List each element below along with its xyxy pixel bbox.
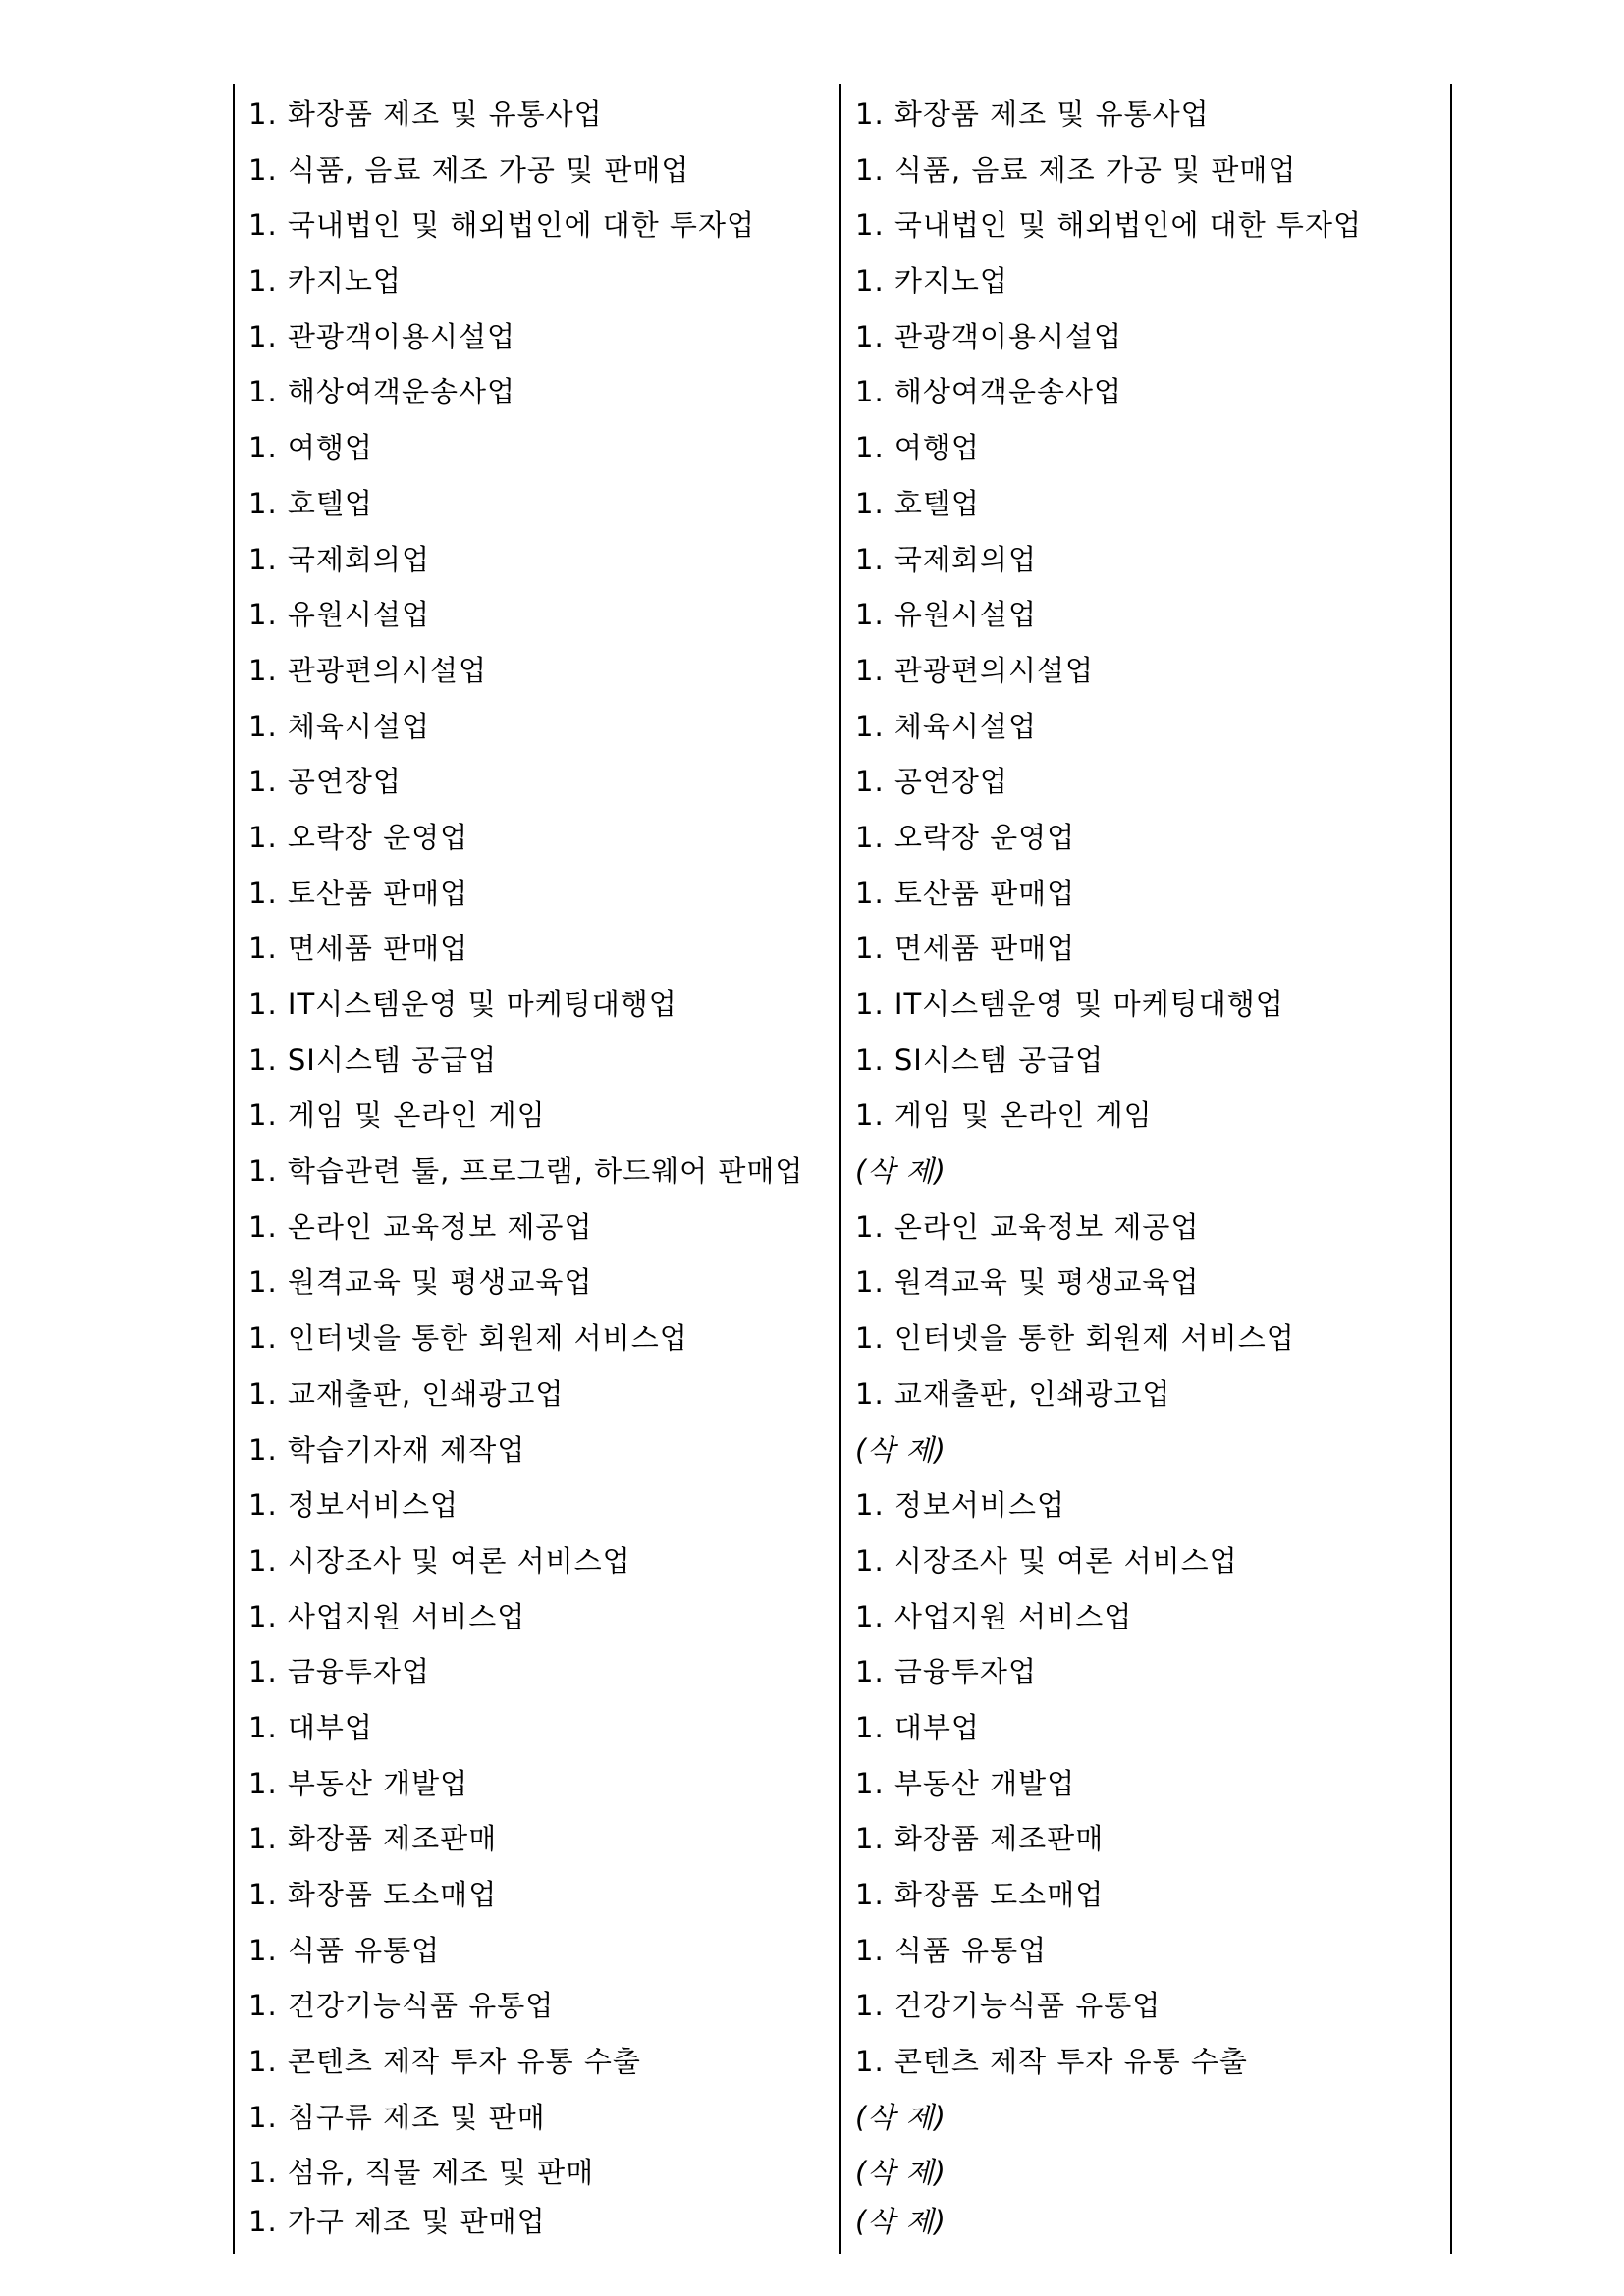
deleted-marker: (삭 제) [855,1432,947,1467]
business-item-after: 1. 면세품 판매업 [855,932,1076,966]
business-item-before: 1. 토산품 판매업 [248,876,469,910]
column-divider [839,84,841,2254]
business-item-after: 1. 해상여객운송사업 [855,375,1122,409]
business-item-before: 1. 학습기자재 제작업 [248,1432,526,1467]
business-item-before: 1. 게임 및 온라인 게임 [248,1098,546,1133]
business-item-after: 1. 화장품 도소매업 [855,1878,1105,1911]
business-item-after: 1. 오락장 운영업 [855,820,1076,854]
business-item-before: 1. 식품, 음료 제조 가공 및 판매업 [248,152,690,187]
business-item-before: 1. 부동산 개발업 [248,1766,469,1800]
business-item-after: 1. 원격교육 및 평생교육업 [855,1265,1200,1300]
business-item-before: 1. 관광객이용시설업 [248,319,515,353]
business-item-after: 1. 사업지원 서비스업 [855,1599,1133,1633]
business-item-after: 1. 시장조사 및 여론 서비스업 [855,1543,1238,1577]
business-item-before: 1. 해상여객운송사업 [248,375,515,409]
business-item-before: 1. 섬유, 직물 제조 및 판매 [248,2156,595,2190]
business-item-before: 1. 국내법인 및 해외법인에 대한 투자업 [248,208,755,242]
business-item-before: 1. 원격교육 및 평생교육업 [248,1265,593,1300]
deleted-marker: (삭 제) [855,2100,947,2134]
business-item-before: 1. SI시스템 공급업 [248,1042,498,1077]
business-item-before: 1. 시장조사 및 여론 서비스업 [248,1543,631,1577]
business-item-before: 1. 카지노업 [248,264,402,298]
business-item-before: 1. 학습관련 툴, 프로그램, 하드웨어 판매업 [248,1154,804,1189]
business-item-before: 1. IT시스템운영 및 마케팅대행업 [248,988,677,1021]
business-item-after: 1. 화장품 제조판매 [855,1822,1105,1856]
business-item-after: 1. 관광편의시설업 [855,653,1094,687]
business-item-after: 1. 건강기능식품 유통업 [855,1989,1162,2023]
business-item-before: 1. 정보서비스업 [248,1488,459,1522]
table-left-border [233,84,235,2254]
business-item-after: 1. 금융투자업 [855,1655,1037,1689]
business-item-before: 1. 대부업 [248,1710,373,1744]
business-item-before: 1. 침구류 제조 및 판매 [248,2100,546,2134]
business-item-after: 1. 온라인 교육정보 제공업 [855,1209,1200,1244]
business-item-after: 1. 여행업 [855,431,980,465]
business-item-before: 1. 호텔업 [248,486,373,520]
business-item-after: 1. 관광객이용시설업 [855,319,1122,353]
business-item-after: 1. 식품 유통업 [855,1933,1048,1967]
business-item-before: 1. 체육시설업 [248,709,430,743]
business-item-before: 1. 유원시설업 [248,598,430,632]
business-item-after: 1. 부동산 개발업 [855,1766,1076,1800]
business-item-after: 1. 대부업 [855,1710,980,1744]
business-item-before: 1. 면세품 판매업 [248,932,469,966]
business-item-before: 1. 금융투자업 [248,1655,430,1689]
business-item-before: 1. 가구 제조 및 판매업 [248,2205,546,2239]
business-item-before: 1. 인터넷을 통한 회원제 서비스업 [248,1321,688,1356]
deleted-marker: (삭 제) [855,2156,947,2190]
business-item-before: 1. 콘텐츠 제작 투자 유통 수출 [248,2045,641,2079]
business-item-before: 1. 온라인 교육정보 제공업 [248,1209,593,1244]
business-item-before: 1. 화장품 도소매업 [248,1878,498,1911]
business-item-before: 1. 건강기능식품 유통업 [248,1989,555,2023]
business-item-after: 1. 정보서비스업 [855,1488,1065,1522]
business-item-after: 1. IT시스템운영 및 마케팅대행업 [855,988,1284,1021]
business-item-before: 1. 교재출판, 인쇄광고업 [248,1376,565,1411]
business-item-after: 1. 교재출판, 인쇄광고업 [855,1376,1171,1411]
business-item-before: 1. 관광편의시설업 [248,653,487,687]
business-item-after: 1. SI시스템 공급업 [855,1042,1105,1077]
before-amendment-column [248,84,834,2244]
business-item-before: 1. 국제회의업 [248,542,430,576]
business-item-before: 1. 식품 유통업 [248,1933,441,1967]
business-item-before: 1. 공연장업 [248,765,402,799]
business-item-after: 1. 카지노업 [855,264,1008,298]
business-item-after: 1. 인터넷을 통한 회원제 서비스업 [855,1321,1295,1356]
business-item-after: 1. 화장품 제조 및 유통사업 [855,97,1210,131]
business-item-after: 1. 콘텐츠 제작 투자 유통 수출 [855,2045,1248,2079]
business-item-after: 1. 유원시설업 [855,598,1037,632]
business-item-after: 1. 체육시설업 [855,709,1037,743]
business-item-after: 1. 토산품 판매업 [855,876,1076,910]
business-purpose-comparison-table [233,84,1453,2254]
after-amendment-column [855,84,1444,2244]
business-item-after: 1. 호텔업 [855,486,980,520]
business-item-after: 1. 공연장업 [855,765,1008,799]
business-item-after: 1. 국제회의업 [855,542,1037,576]
business-item-before: 1. 오락장 운영업 [248,820,469,854]
business-item-before: 1. 여행업 [248,431,373,465]
business-item-after: 1. 국내법인 및 해외법인에 대한 투자업 [855,208,1362,242]
table-right-border [1450,84,1452,2254]
business-item-before: 1. 사업지원 서비스업 [248,1599,526,1633]
business-item-after: 1. 식품, 음료 제조 가공 및 판매업 [855,152,1297,187]
business-item-before: 1. 화장품 제조 및 유통사업 [248,97,603,131]
deleted-marker: (삭 제) [855,1154,947,1189]
business-item-before: 1. 화장품 제조판매 [248,1822,498,1856]
business-item-after: 1. 게임 및 온라인 게임 [855,1098,1153,1133]
deleted-marker: (삭 제) [855,2205,947,2239]
